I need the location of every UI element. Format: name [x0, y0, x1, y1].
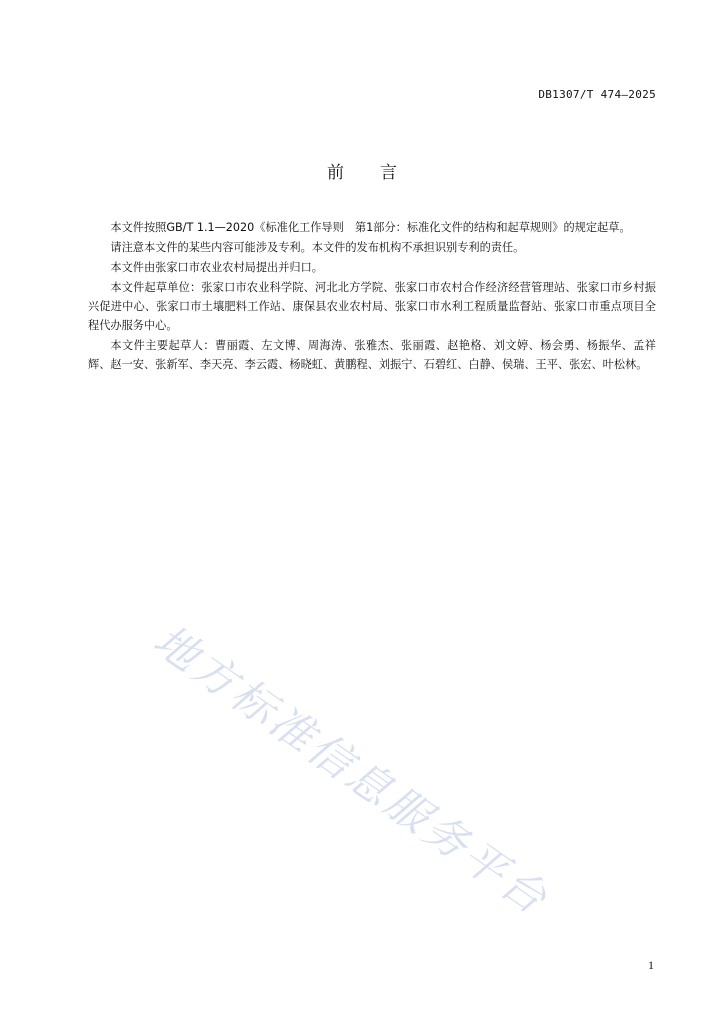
- page-title: 前言: [327, 163, 433, 183]
- paragraph-proposer: 本文件由张家口市农业农村局提出并归口。: [110, 261, 323, 274]
- document-code: DB1307/T 474—2025: [538, 88, 656, 101]
- paragraph-drafting-rules: 本文件按照GB/T 1.1—2020《标准化工作导则 第1部分：标准化文件的结构和起草规则》的规定起草。: [110, 221, 631, 234]
- paragraph-main-drafters: 本文件主要起草人：曹丽霞、左文博、周海涛、张雅杰、张丽霞、赵艳格、刘文婷、杨会勇、杨振华、孟祥辉、赵一安、张新军、李天亮、李云霞、杨晓虹、黄鹏程、刘振宁、石碧红、白静、侯瑞、王平、张宏、叶松林。: [88, 339, 656, 371]
- paragraph-drafting-units: 本文件起草单位：张家口市农业科学院、河北北方学院、张家口市农村合作经济经营管理站、张家口市乡村振兴促进中心、张家口市土壤肥料工作站、康保县农业农村局、张家口市水利工程质量监督站、张家口市重点项目全程代办服务中心。: [88, 281, 656, 332]
- page-number: 1: [648, 958, 654, 972]
- paragraph-patent-notice: 请注意本文件的某些内容可能涉及专利。本文件的发布机构不承担识别专利的责任。: [110, 241, 525, 254]
- watermark-text: 地方标准信息服务平台: [144, 615, 558, 926]
- foreword-body: [88, 218, 656, 375]
